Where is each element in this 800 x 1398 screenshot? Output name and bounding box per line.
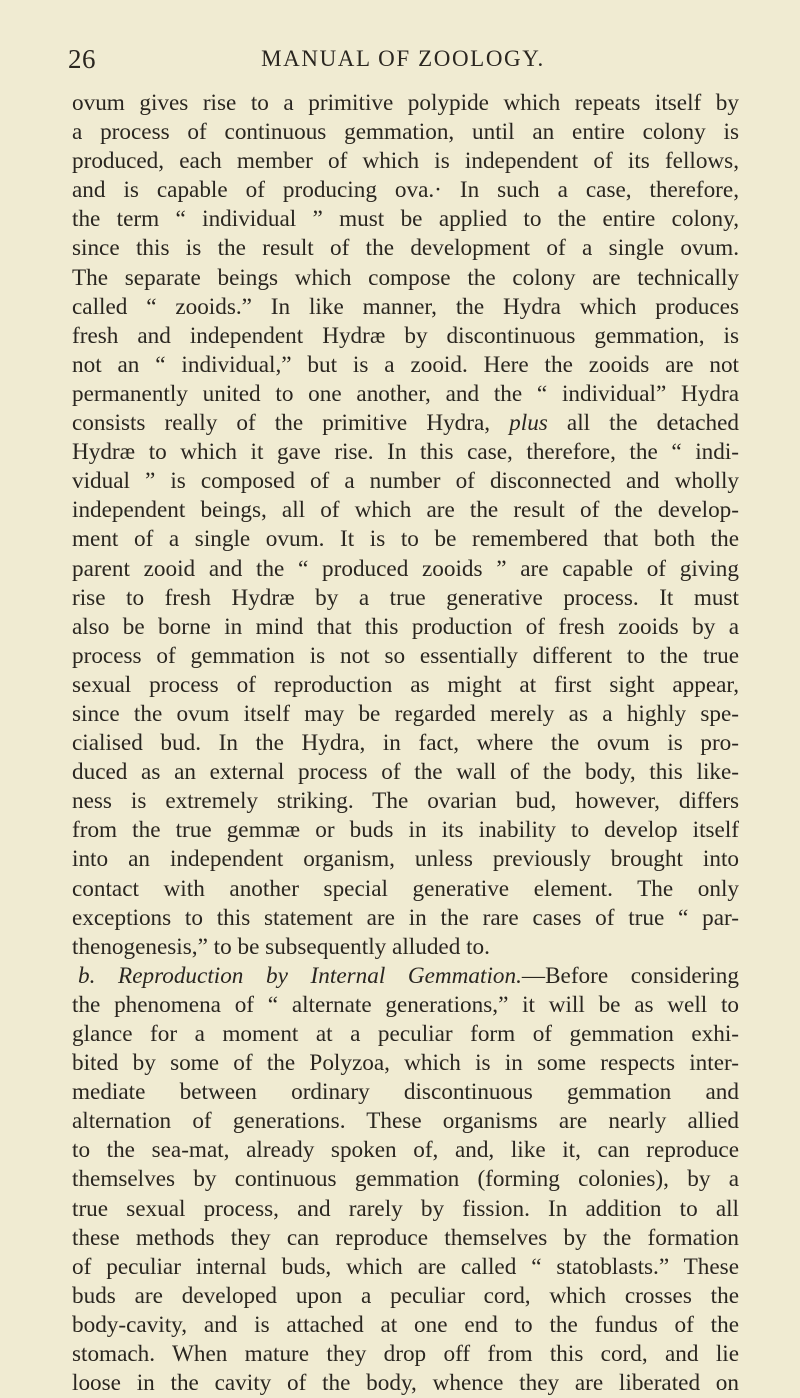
text-line-content: contact with another special generative element. The only [72,875,739,902]
text-line-post: —Before considering [521,962,739,989]
text-line [72,525,739,554]
text-line-content: The separate beings which compose the colony are technically [72,264,739,291]
text-line [72,962,739,991]
text-line-content: independent beings, all of which are the result of the develop- [72,497,739,524]
text-line [72,1340,739,1369]
text-line-post: all the detached [547,410,739,437]
text-line [72,176,739,205]
text-line-content: themselves by continuous gemmation (forming colonies), by a [72,1166,739,1193]
text-line [72,1136,739,1165]
text-line [72,1195,739,1224]
text-line [72,991,739,1020]
text-line [72,700,739,729]
text-line [72,438,739,467]
text-line [72,1311,739,1340]
body-text [72,89,739,1398]
text-line-content: stomach. When mature they drop off from this cord, and lie [72,1341,739,1368]
text-line [72,322,739,351]
text-line [72,816,739,845]
text-line [72,904,739,933]
text-line [72,613,739,642]
text-line-content: ment of a single ovum. It is to be remembered that both the [72,526,739,553]
text-line-content: true sexual process, and rarely by fission. In addition to all [72,1195,739,1222]
page-number: 26 [68,44,96,74]
text-line [72,1224,739,1253]
page-header [68,44,738,80]
text-line [72,1020,739,1049]
text-line-content: the term “ individual ” must be applied to the entire colony, [72,206,739,233]
text-line-content: cialised bud. In the Hydra, in fact, where the ovum is pro- [72,730,739,757]
text-line-content: since the ovum itself may be regarded merely as a highly spe- [72,700,739,727]
text-line-content: loose in the cavity of the body, whence they are liberated on [72,1370,739,1397]
text-line-content: produced, each member of which is independent of its fellows, [72,148,739,175]
text-line [72,933,739,962]
text-line-content: and is capable of producing ova.· In such a case, therefore, [72,177,739,204]
text-line [72,264,739,293]
text-line-content: from the true gemmæ or buds in its inability to develop itself [72,817,739,844]
text-line-content: permanently united to one another, and the “ individual” Hydra [72,380,739,407]
text-line [72,729,739,758]
text-line-content: thenogenesis,” to be subsequently alluded to. [72,933,490,960]
text-line-content: duced as an external process of the wall of the body, this like- [72,759,739,786]
text-line [72,205,739,234]
text-line-content: glance for a moment at a peculiar form of gemmation exhi- [72,1021,739,1047]
text-line-content: into an independent organism, unless previously brought into [72,846,739,873]
text-line-content: ovum gives rise to a primitive polypide which repeats itself by [72,90,739,116]
text-line [72,642,739,671]
text-line [72,1049,739,1078]
text-line [72,584,739,613]
running-title: MANUAL OF ZOOLOGY. [261,46,545,71]
text-line [72,496,739,525]
text-line-content: exceptions to this statement are in the rare cases of true “ par- [72,904,739,931]
text-line [72,555,739,584]
text-line-content: vidual ” is composed of a number of disconnected and wholly [72,468,739,495]
text-line [72,118,739,147]
italic-text: plus [509,410,548,437]
text-line [72,787,739,816]
text-line [72,467,739,496]
text-line-content: Hydræ to which it gave rise. In this case, therefore, the “ indi- [72,439,739,466]
text-line [72,293,739,322]
text-line-content: sexual process of reproduction as might at first sight appear, [72,671,739,698]
text-line-content: parent zooid and the “ produced zooids ” are capable of giving [72,555,739,582]
text-line [72,875,739,904]
text-line [72,409,739,438]
text-line [72,380,739,409]
text-line [72,1165,739,1194]
text-line [72,1253,739,1282]
text-line-content: buds are developed upon a peculiar cord, which crosses the [72,1282,739,1309]
text-line-content: of peculiar internal buds, which are called “ statoblasts.” These [72,1253,739,1280]
text-line-content: since this is the result of the development of a single ovum. [72,235,739,262]
text-line-content: rise to fresh Hydræ by a true generative process. It must [72,584,739,611]
text-line [72,1369,739,1398]
text-line [72,1282,739,1311]
text-line-content: fresh and independent Hydræ by discontinuous gemmation, is [72,322,739,349]
text-line-content: also be borne in mind that this production of fresh zooids by a [72,613,739,640]
text-line [72,1107,739,1136]
text-line [72,1078,739,1107]
text-line-content: called “ zooids.” In like manner, the Hydra which produces [72,293,739,320]
text-line [72,845,739,874]
italic-text: b. Reproduction by Internal Gemmation. [78,962,522,989]
text-line [72,89,739,118]
text-line [72,147,739,176]
text-line-pre: consists really of the primitive Hydra, [72,410,510,437]
text-line [72,758,739,787]
text-line-content: alternation of generations. These organisms are nearly allied [72,1108,739,1135]
text-line-content: these methods they can reproduce themselves by the formation [72,1224,739,1251]
text-line [72,671,739,700]
text-line-content: to the sea-mat, already spoken of, and, like it, can reproduce [72,1137,739,1164]
text-line-content: a process of continuous gemmation, until an entire colony is [72,119,739,146]
text-line [72,234,739,263]
text-line-content: mediate between ordinary discontinuous gemmation and [72,1079,739,1106]
text-line-content: ness is extremely striking. The ovarian bud, however, differs [72,788,739,815]
text-line-content: not an “ individual,” but is a zooid. Here the zooids are not [72,351,739,378]
text-line [72,351,739,380]
text-line-content: bited by some of the Polyzoa, which is in some respects inter- [72,1050,739,1077]
text-line-content: body-cavity, and is attached at one end to the fundus of the [72,1311,739,1338]
text-line-content: process of gemmation is not so essentially different to the true [72,642,739,669]
text-line-content: the phenomena of “ alternate generations,” it will be as well to [72,991,739,1018]
